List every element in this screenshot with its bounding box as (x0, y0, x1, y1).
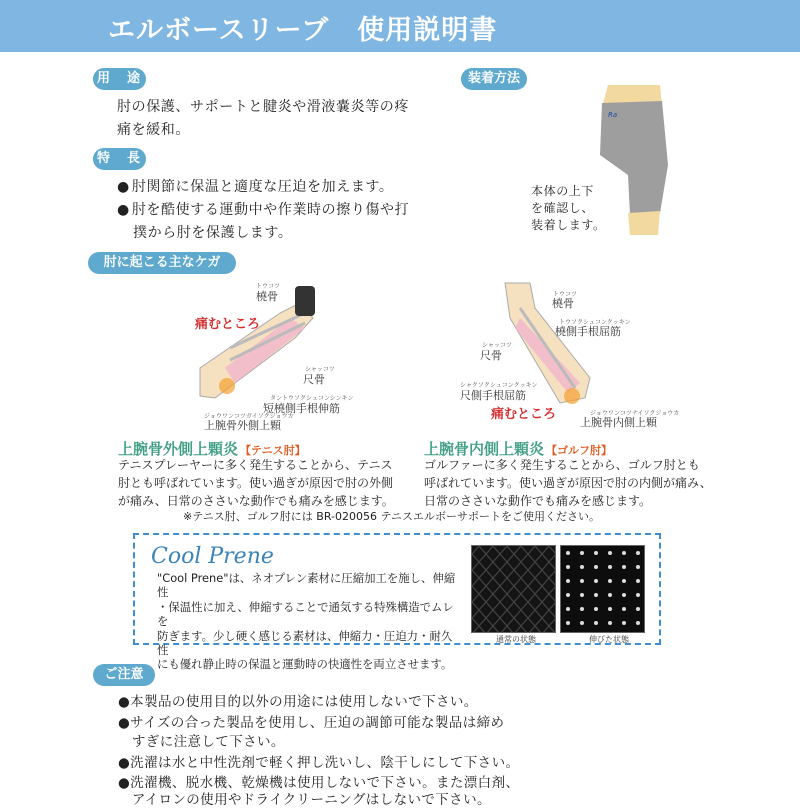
feature-item: ● 肘関節に保温と適度な圧迫を加えます。 (117, 176, 409, 199)
caution-item: ●洗濯は水と中性洗剤で軽く押し洗いし、陰干しにして下さい。 (118, 755, 520, 771)
fcu-label: 尺側手根屈筋 (460, 389, 526, 402)
fcr-label: 橈側手根屈筋 (555, 325, 621, 338)
caution-item: ●サイズの合った製品を使用し、圧迫の調節可能な製品は締め (118, 715, 505, 731)
fabric-normal-photo (471, 545, 556, 633)
fabric-normal-pattern (472, 546, 556, 633)
golfer-elbow-line: ゴルファーに多く発生することから、ゴルフ肘とも (424, 458, 700, 472)
radius-ruby: トウコツ (256, 283, 281, 290)
features-list (117, 176, 409, 245)
golfer-elbow-description (424, 456, 794, 510)
ecrb-ruby: タントウソクシュコンシンキン (270, 395, 354, 402)
coolprene-logo: Cool Prene (151, 544, 274, 569)
radius-label-right: 橈骨 (552, 297, 574, 310)
features-section-label: 特 長 (93, 148, 146, 170)
coolprene-line: ・保温性に加え、伸縮することで通気する特殊構造でムレを (157, 599, 454, 629)
usage-line: 痛を緩和。 (117, 122, 190, 138)
fabric-stretched-pattern (561, 546, 645, 633)
ulna-ruby-right: シャッコツ (482, 342, 512, 349)
tennis-elbow-tag: 【テニス肘】 (240, 444, 306, 457)
coolprene-line: 防ぎます。少し硬く感じる素材は、伸縮力・圧迫力・耐久性 (157, 628, 453, 658)
golfer-elbow-tag: 【ゴルフ肘】 (546, 444, 613, 457)
feature-item: ● 肘を酷使する運動中や作業時の擦り傷や打 (117, 199, 409, 222)
page-title: エルボースリーブ 使用説明書 (108, 15, 498, 46)
radius-ruby-right: トウコツ (553, 291, 578, 298)
usage-text (117, 96, 409, 142)
golfer-elbow-line: 日常のささいな動作でも痛みを感じます。 (424, 494, 652, 508)
wearing-text (531, 183, 606, 234)
fabric-normal-caption: 通常の状態 (496, 635, 536, 644)
ulna-ruby: シャッコツ (305, 366, 335, 373)
svg-text:Ra: Ra (608, 111, 618, 119)
fcu-ruby: シャクソクシュコンクッキン (460, 382, 538, 389)
usage-section-label: 用 途 (93, 68, 146, 90)
ulna-label-right: 尺骨 (480, 349, 502, 362)
ulna-label: 尺骨 (303, 373, 325, 386)
caution-section-label: ご注意 (93, 664, 155, 686)
medial-epicondyle-label: 上腕骨内側上顆 (580, 416, 657, 429)
feature-item-continued: 撲から肘を保護します。 (133, 225, 293, 241)
coolprene-description (157, 571, 457, 672)
coolprene-line: "Cool Prene"は、ネオプレン素材に圧縮加工を施し、伸縮性 (157, 571, 456, 600)
radius-label: 橈骨 (256, 290, 278, 303)
lateral-epicondyle-ruby: ジョウワンコツガイソクジョウカ (204, 413, 294, 420)
pain-area-label: 痛むところ (195, 317, 261, 332)
tennis-elbow-line: が痛み、日常のささいな動作でも痛みを感じます。 (118, 494, 394, 508)
caution-item-continued: アイロンの使用やドライクリーニングはしないで下さい。 (118, 792, 491, 808)
fabric-stretched-caption: 伸びた状態 (589, 635, 629, 644)
pain-area-label-right: 痛むところ (491, 407, 557, 422)
golfer-elbow-line: 呼ばれています。使い過ぎが原因で肘の内側が痛み、 (424, 476, 712, 490)
wearing-line: 本体の上下 (531, 184, 595, 198)
wearing-line: 装着します。 (531, 218, 606, 232)
tennis-elbow-line: テニスプレーヤーに多く発生することから、テニス (118, 458, 393, 472)
caution-item: ●洗濯機、脱水機、乾燥機は使用しないで下さい。また漂白剤、 (118, 775, 520, 791)
coolprene-line: にも優れ静止時の保温と運動時の快適性を両立させます。 (157, 657, 453, 672)
medial-epicondyle-ruby: ジョウワンコツナイソクジョウカ (590, 410, 680, 417)
caution-item-continued: すぎに注意して下さい。 (118, 734, 285, 750)
ecrb-label: 短橈側手根伸筋 (263, 402, 340, 415)
support-note: ※テニス肘、ゴルフ肘には BR-020056 テニスエルボーサポートをご使用ください。 (183, 510, 601, 523)
caution-item: ●本製品の使用目的以外の用途には使用しないで下さい。 (118, 694, 478, 710)
tennis-elbow-title-text: 上腕骨外側上顆炎 (118, 440, 239, 458)
header-bar (0, 0, 800, 52)
injuries-section-label: 肘に起こる主なケガ (88, 252, 236, 274)
fabric-stretched-photo (560, 545, 645, 633)
tennis-elbow-line: 肘とも呼ばれています。使い過ぎが原因で肘の外側 (118, 476, 394, 490)
fcr-ruby: トウソクシュコンクッキン (559, 319, 631, 326)
wearing-line: を確認し、 (531, 201, 595, 215)
wearing-section-label: 装着方法 (461, 68, 527, 90)
usage-line: 肘の保護、サポートと腱炎や滑液嚢炎等の疼 (117, 99, 409, 115)
golfer-elbow-title-text: 上腕骨内側上顆炎 (424, 440, 545, 458)
lateral-epicondyle-label: 上腕骨外側上顆 (204, 419, 281, 432)
